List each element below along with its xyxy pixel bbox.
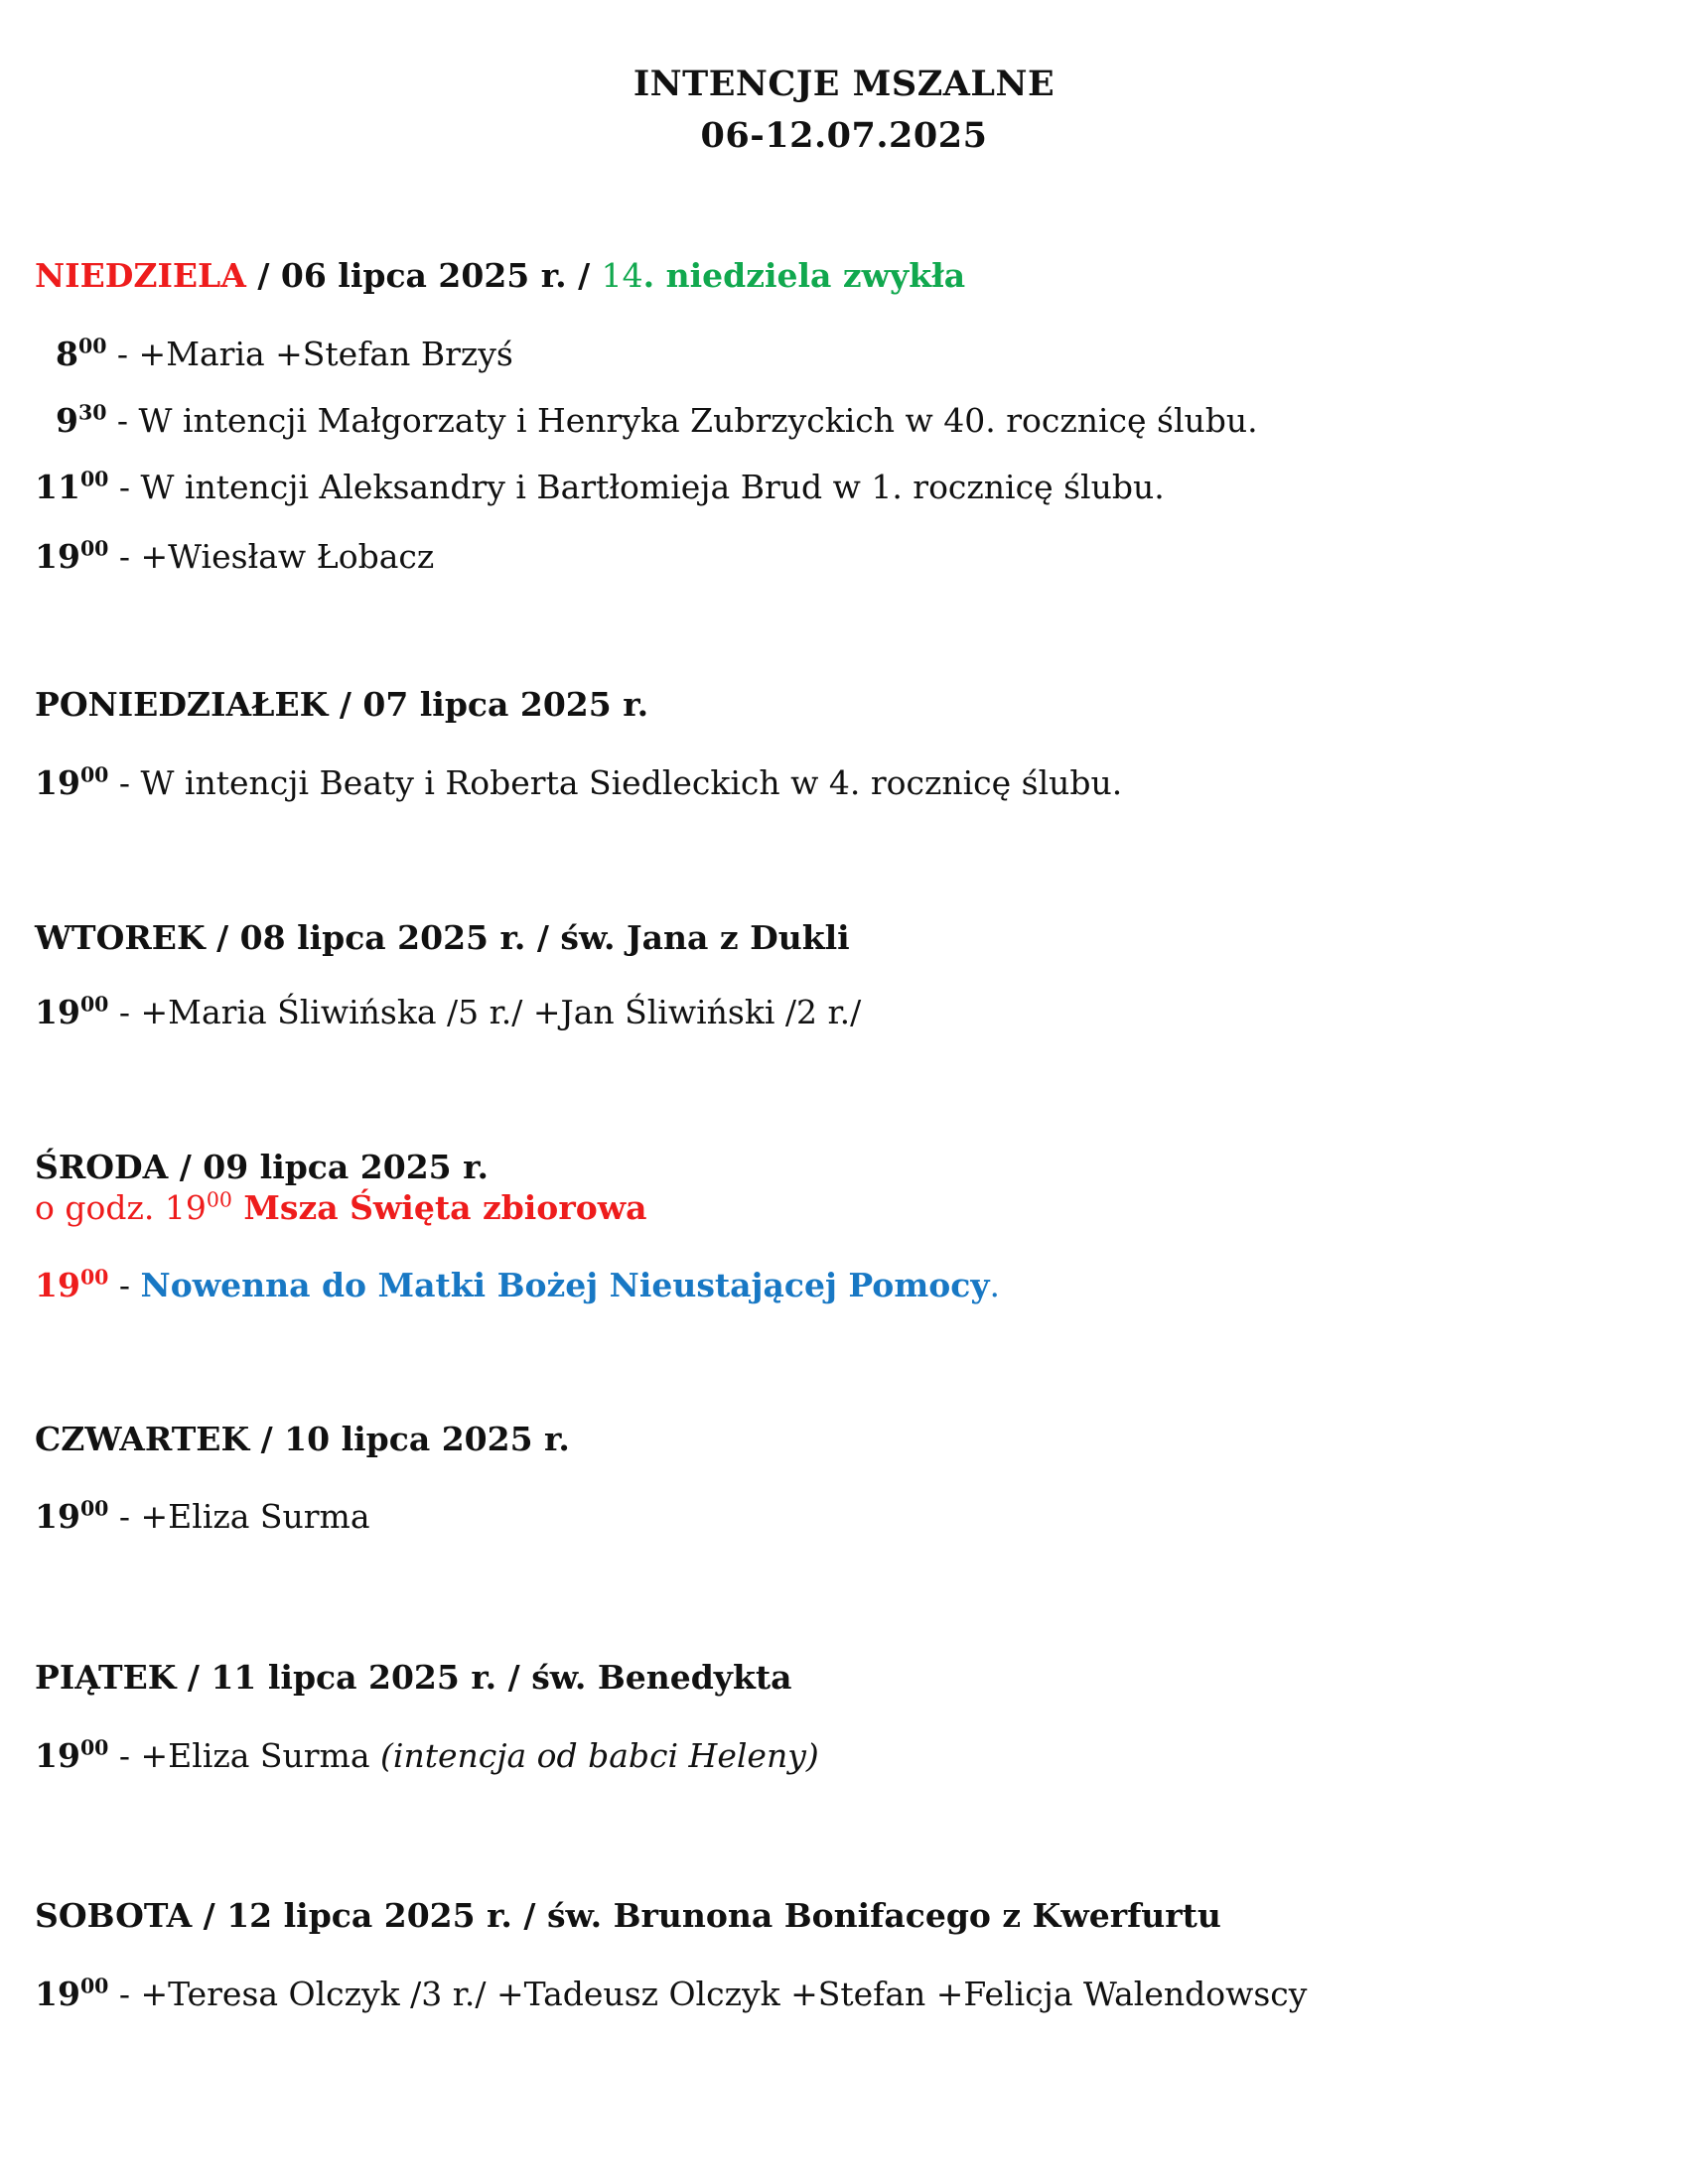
day-date: 06 lipca 2025 r. xyxy=(280,256,567,295)
mass-time: $8^{00}$ xyxy=(56,334,107,373)
document-title: INTENCJE MSZALNE xyxy=(633,64,1055,104)
separator: / xyxy=(245,256,281,295)
document-date-range: 06-12.07.2025 xyxy=(700,115,988,156)
intention-note: (intencja od babci Heleny) xyxy=(380,1736,819,1775)
mass-intention: - W intencji Beaty i Roberta Siedleckich w 4. rocznicę ślubu. xyxy=(108,763,1123,802)
mass-entry xyxy=(35,468,1165,506)
feast-name: . niedziela zwykła xyxy=(642,256,966,295)
mass-entry xyxy=(35,537,434,576)
mass-entry xyxy=(35,763,1122,802)
day-heading-sroda: ŚRODA / 09 lipca 2025 r. xyxy=(35,1148,489,1186)
mass-entry xyxy=(35,335,513,373)
mass-time: $19^{00}$ xyxy=(35,992,109,1031)
mass-time: $9^{30}$ xyxy=(56,400,107,440)
day-heading-sobota: SOBOTA / 12 lipca 2025 r. / św. Brunona Bonifacego z Kwerfurtu xyxy=(35,1896,1221,1935)
mass-entry: $19^{00}$ - Nowenna do Matki Bożej Nieustającej Pomocy. xyxy=(35,1265,1001,1304)
mass-time: $19^{00}$ xyxy=(35,762,109,802)
day-name: NIEDZIELA xyxy=(35,256,246,295)
day-heading-wtorek: WTOREK / 08 lipca 2025 r. / św. Jana z Dukli xyxy=(35,918,850,957)
mass-intention: - +Wiesław Łobacz xyxy=(108,537,435,576)
separator: / xyxy=(566,256,602,295)
mass-entry xyxy=(35,1975,1307,2013)
mass-entry xyxy=(35,1736,819,1775)
mass-intention: - +Teresa Olczyk /3 r./ +Tadeusz Olczyk +Stefan +Felicja Walendowscy xyxy=(108,1975,1308,2013)
mass-intention: - +Eliza Surma xyxy=(108,1497,370,1536)
day-heading-piatek: PIĄTEK / 11 lipca 2025 r. / św. Benedykta xyxy=(35,1658,792,1697)
mass-time: $11^{00}$ xyxy=(35,467,109,506)
mass-intention: - +Maria Śliwińska /5 r./ +Jan Śliwiński /2 r./ xyxy=(108,993,862,1031)
mass-intention: - +Eliza Surma xyxy=(108,1736,381,1775)
day-heading-czwartek: CZWARTEK / 10 lipca 2025 r. xyxy=(35,1420,570,1458)
mass-time: $19^{00}$ xyxy=(35,1735,109,1775)
mass-intention: - +Maria +Stefan Brzyś xyxy=(106,335,513,373)
mass-intention: - W intencji Małgorzaty i Henryka Zubrzyckich w 40. rocznicę ślubu. xyxy=(106,401,1258,440)
day-heading-niedziela xyxy=(35,256,965,295)
day-note-sroda: o godz. $19^{00}$ Msza Święta zbiorowa xyxy=(35,1187,647,1227)
day-heading-poniedzialek: PONIEDZIAŁEK / 07 lipca 2025 r. xyxy=(35,685,649,724)
mass-time: $19^{00}$ xyxy=(35,536,109,576)
feast-number: 14 xyxy=(601,256,643,295)
mass-entry xyxy=(35,401,1258,440)
mass-entry xyxy=(35,993,861,1031)
mass-entry xyxy=(35,1497,370,1536)
mass-time: $19^{00}$ xyxy=(35,1974,109,2013)
mass-time: $19^{00}$ xyxy=(35,1265,109,1304)
mass-time: $19^{00}$ xyxy=(35,1496,109,1536)
mass-intention: - W intencji Aleksandry i Bartłomieja Brud w 1. rocznicę ślubu. xyxy=(108,468,1165,506)
novena-title: Nowenna do Matki Bożej Nieustającej Pomocy xyxy=(140,1266,990,1304)
